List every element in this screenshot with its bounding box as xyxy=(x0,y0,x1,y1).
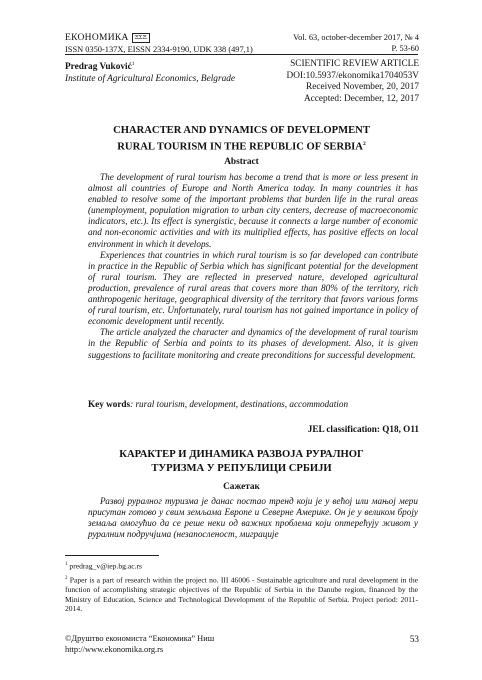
accepted-date: Accepted: December, 12, 2017 xyxy=(303,93,419,104)
header-left xyxy=(65,32,253,55)
page-number: 53 xyxy=(409,634,419,644)
abstract-body xyxy=(88,172,418,361)
article-doi: DOI:10.5937/ekonomika1704053V xyxy=(286,70,419,81)
footnote-1 xyxy=(65,560,418,571)
footnote-1-mark: 1 xyxy=(65,562,68,567)
article-meta xyxy=(287,59,419,105)
author-name: Predrag Vuković xyxy=(65,62,132,73)
footnote-2 xyxy=(65,574,418,614)
journal-name: ЕКОНОМИКА xyxy=(65,33,129,43)
abstract-paragraph: The development of rural tourism has become a trend that is more or less present in almost all countries of Europe and North America today. In many countries it has enabled to resolve some of the important problems that burden life in the rural areas (unemployment, population migration to urban city centers, decrease of macroeconomic indicators, etc.). Its effect is synergistic, because it connects a large number of economic and non-economic activities and with its multiplied effects, has positive effects on local environment in which it develops. xyxy=(88,172,418,249)
keywords-value: : rural tourism, development, destinations, accommodation xyxy=(130,399,349,409)
footer-url[interactable]: http://www.ekonomika.org.rs xyxy=(65,644,164,654)
sazetak-body xyxy=(88,496,418,540)
article-title-sr xyxy=(65,448,418,475)
journal-logo: ΞΣΞ xyxy=(132,33,150,43)
footer-copyright: ©Друштво економиста “Економика” Ниш xyxy=(65,634,215,643)
page-range: P. 53-60 xyxy=(391,44,419,53)
footnote-1-email[interactable]: predrag_v@iep.bg.ac.rs xyxy=(69,561,142,571)
header-divider xyxy=(65,54,418,55)
footnote-2-mark: 2 xyxy=(65,576,68,581)
footnote-divider xyxy=(65,555,159,556)
title-sr-line2: ТУРИЗМА У РЕПУБЛИЦИ СРБИЈИ xyxy=(151,462,332,474)
page-footer xyxy=(65,634,214,655)
author-affiliation: Institute of Agricultural Economics, Belgrade xyxy=(65,73,235,84)
jel-classification: JEL classification: Q18, O11 xyxy=(307,424,419,434)
keywords xyxy=(88,399,418,410)
header-right xyxy=(293,32,419,54)
title-sr-line1: КАРАКТЕР И ДИНАМИКА РАЗВОЈА РУРАЛНОГ xyxy=(119,449,364,460)
title-footnote-mark: 2 xyxy=(362,140,366,147)
article-title-en xyxy=(65,124,418,154)
sazetak-heading: Сажетак xyxy=(223,482,260,492)
abstract-paragraph: The article analyzed the character and dynamics of the development of rural tourism in the Republic of Serbia and points to its phases of development. Also, it is given suggestions to facilitate monitoring and create preconditions for successful development. xyxy=(88,327,418,360)
author-block xyxy=(65,59,235,85)
article-type: SCIENTIFIC REVIEW ARTICLE xyxy=(290,59,419,69)
title-en-line1: CHARACTER AND DYNAMICS OF DEVELOPMENT xyxy=(113,125,370,136)
footnote-2-text: Paper is a part of research within the project no. III 46006 - Sustainable agriculture and rural development in the function of accomplishing strategic objectives of the Republic of Serbia in the Danube region, financed by the Ministry of Education, Science and Technological Development of the Republic of Serbia. Project period: 2011-2014. xyxy=(65,575,418,614)
author-footnote-mark: 1 xyxy=(131,61,135,67)
issn-line: ISSN 0350-137X, EISSN 2334-9190, UDK 338 (497,1) xyxy=(65,45,253,54)
abstract-paragraph: Experiences that countries in which rural tourism is so far developed can contribute in practice in the Republic of Serbia which has significant potential for the development of rural tourism. They are reflected in preserved nature, developed agricultural production, prevalence of rural areas that covers more than 80% of the territory, rich anthropogenic heritage, geographical diversity of the territory that favors various forms of rural tourism, etc. Unfortunately, rural tourism has not gained importance in policy of economic development until recently. xyxy=(88,249,418,327)
received-date: Received November, 20, 2017 xyxy=(306,82,419,92)
title-en-line2: RURAL TOURISM IN THE REPUBLIC OF SERBIA xyxy=(117,141,363,153)
volume-line: Vol. 63, october-december 2017, № 4 xyxy=(293,33,419,42)
abstract-heading: Abstract xyxy=(224,157,259,167)
keywords-label: Key words xyxy=(88,399,131,409)
sazetak-paragraph: Развој руралног туризма је данас постао тренд који је у већој или мањој мери присутан готово у свим земљама Европе и Северне Америке. Он је у великом броју земаља омогућио да се реше неки од важних проблема који оптерећују живот у руралним подручјима (незапосленост, миграције xyxy=(88,496,418,540)
